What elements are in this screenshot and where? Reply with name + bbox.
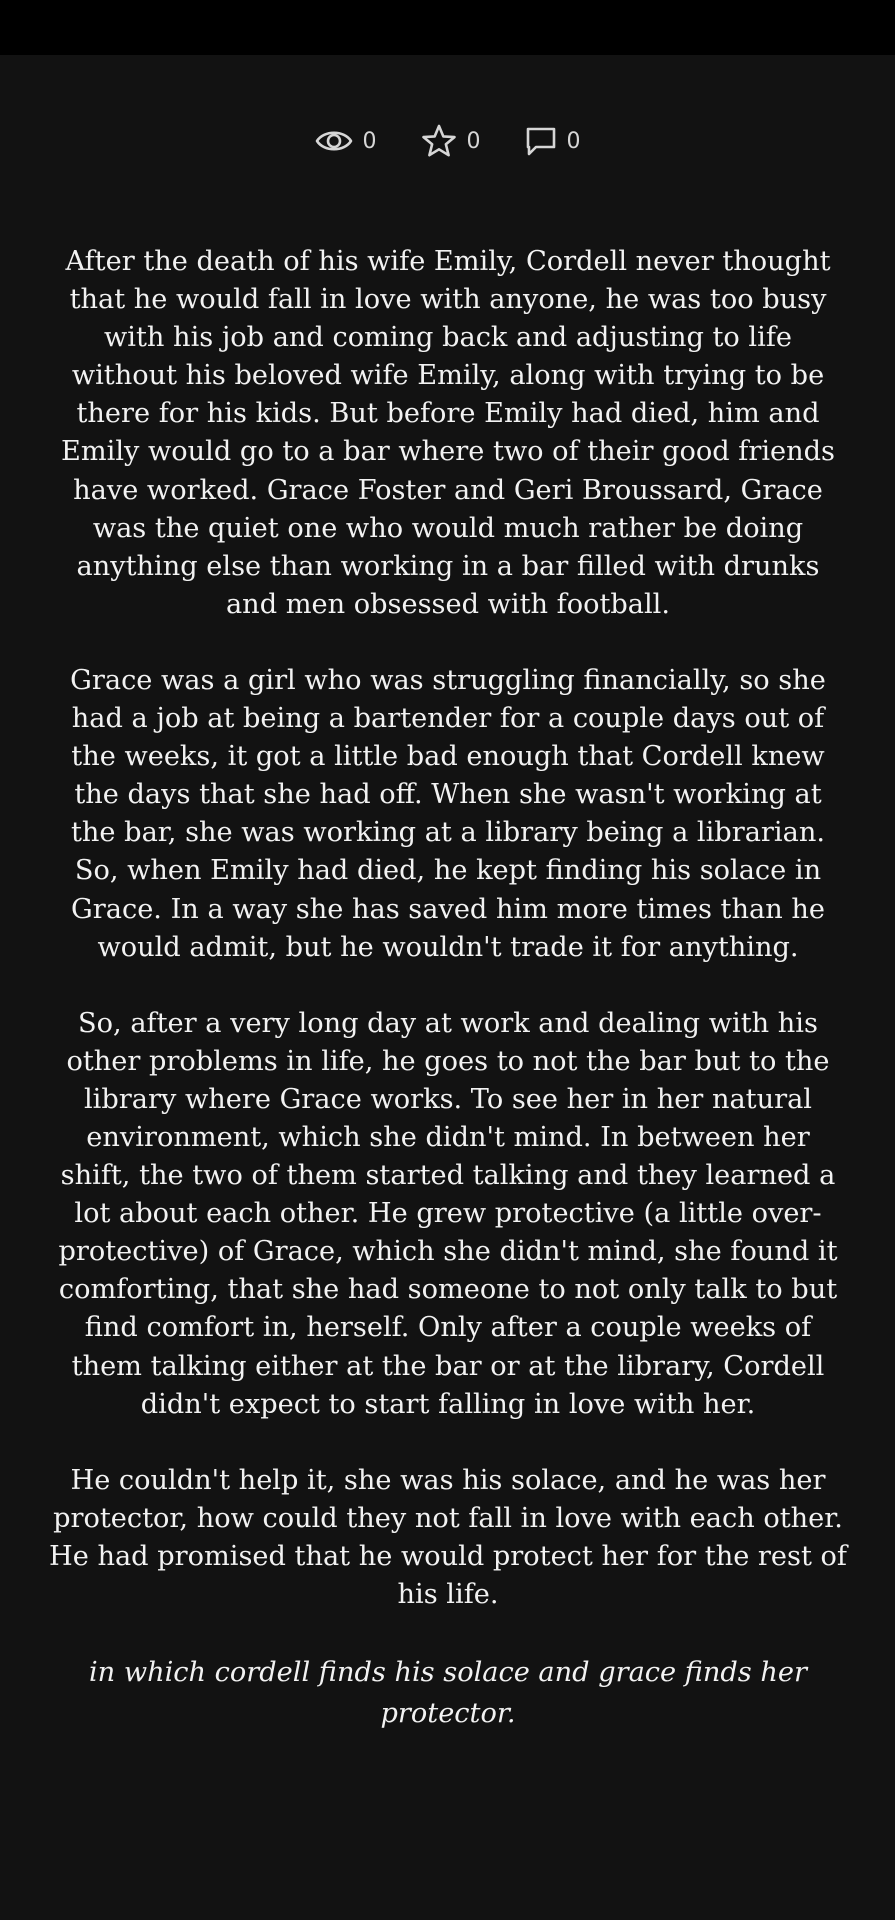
star-icon (421, 124, 457, 158)
eye-icon (315, 127, 353, 155)
comments-count: 0 (566, 128, 581, 154)
description-paragraph: After the death of his wife Emily, Cordell never thought that he would fall in love with anyone, he was too busy with his job and coming back and adjusting to life without his beloved wife Emily, along with trying to be there for his kids. But before Emily had died, him and Emily would go to a bar where two of their good friends have worked. Grace Foster and Geri Broussard, Grace was the quiet one who would much rather be doing anything else than working in a bar filled with drunks and men obsessed with football. (61, 246, 835, 620)
story-tagline: in which cordell finds his solace and grace finds her protector. (88, 1657, 807, 1730)
comment-icon (525, 125, 557, 157)
comments-stat (525, 125, 581, 157)
reads-stat (315, 127, 377, 155)
status-bar (0, 0, 895, 55)
description-paragraph: He couldn't help it, she was his solace, and he was her protector, how could they not fall in love with each other. He had promised that he would protect her for the rest of his life. (49, 1464, 847, 1610)
votes-stat (421, 124, 481, 158)
story-description (48, 243, 848, 1772)
reads-count: 0 (362, 128, 377, 154)
story-stats (0, 118, 895, 164)
votes-count: 0 (466, 128, 481, 154)
description-paragraph: Grace was a girl who was struggling financially, so she had a job at being a bartender for a couple days out of the weeks, it got a little bad enough that Cordell knew the days that she had off. When she wasn't working at the bar, she was working at a library being a librarian. So, when Emily had died, he kept finding his solace in Grace. In a way she has saved him more times than he would admit, but he wouldn't trade it for anything. (70, 664, 826, 963)
description-paragraph: So, after a very long day at work and dealing with his other problems in life, he goes to not the bar but to the library where Grace works. To see her in her natural environment, which she didn't mind. In between her shift, the two of them started talking and they learned a lot about each other. He grew protective (a little over-protective) of Grace, which she didn't mind, she found it comforting, that she had someone to not only talk to but find comfort in, herself. Only after a couple weeks of them talking either at the bar or at the library, Cordell didn't expect to start falling in love with her. (58, 1007, 838, 1420)
